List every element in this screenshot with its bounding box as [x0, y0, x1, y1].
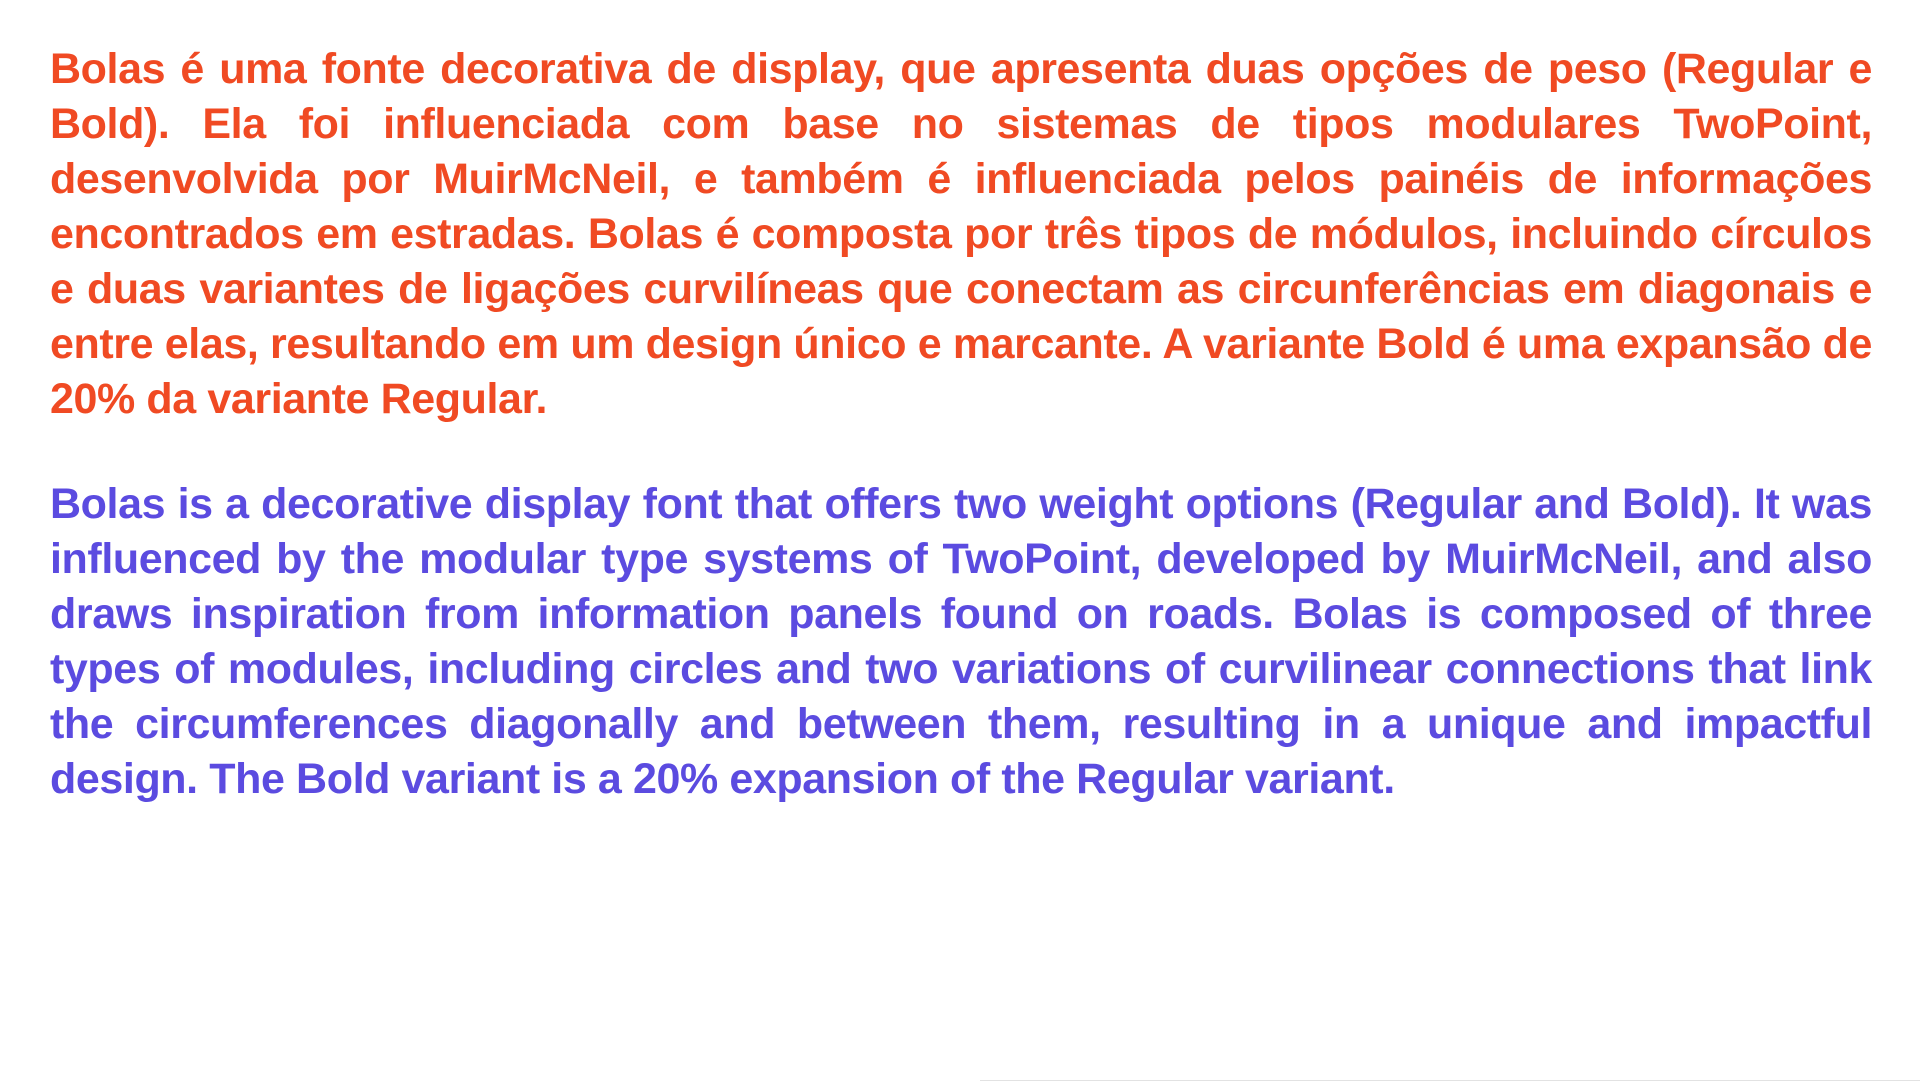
description-paragraph-english: Bolas is a decorative display font that offers two weight options (Regular and Bold). It was influenced by the modular type systems of TwoPoint, developed by MuirMcNeil, and also draws inspiration from information panels found on roads. Bolas is composed of three types of modules, including circles and two variations of curvilinear connections that link the circumferences diagonally and between them, resulting in a unique and impactful design. The Bold variant is a 20% expansion of the Regular variant.: [50, 480, 1872, 803]
description-paragraph-portuguese: Bolas é uma fonte decorativa de display, que apresenta duas opções de peso (Regular e Bold). Ela foi influenciada com base no sistemas de tipos modulares TwoPoint, desenvolvida por MuirMcNeil, e também é influenciada pelos painéis de informações encontrados em estradas. Bolas é composta por três tipos de módulos, incluindo círculos e duas variantes de ligações curvilíneas que conectam as circunferências em diagonais e entre elas, resultando em um design único e marcante. A variante Bold é uma expansão de 20% da variante Regular.: [50, 45, 1872, 423]
